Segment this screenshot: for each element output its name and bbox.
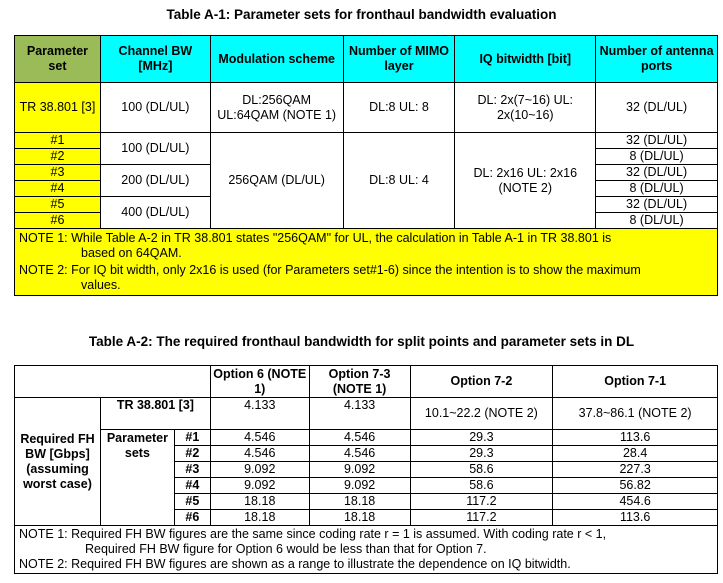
set-label: #5 [15,197,101,213]
table-a1-caption: Table A-1: Parameter sets for fronthaul bandwidth evaluation [166,7,557,22]
corner-cell [15,366,211,398]
note-2: NOTE 2: Required FH BW figures are shown as a range to illustrate the dependence on IQ bitwidth. [19,557,571,571]
cell-value: 58.6 [410,478,553,494]
tr-modulation: DL:256QAM UL:64QAM (NOTE 1) [210,83,343,133]
set-label: #1 [15,133,101,149]
note-1-line-1: NOTE 1: While Table A-2 in TR 38.801 states "256QAM" for UL, the calculation in Table A-1 in TR 38.801 is [19,231,612,245]
header-option-7-3: Option 7-3 (NOTE 1) [309,366,410,398]
tr-set-name: TR 38.801 [3] [15,83,101,133]
tr-value: 10.1~22.2 (NOTE 2) [410,398,553,430]
cell-value: 113.6 [553,510,718,526]
tr-channel-bw: 100 (DL/UL) [100,83,210,133]
cell-value: 4.546 [210,446,309,462]
cell-value: 9.092 [210,478,309,494]
cell-value: 113.6 [553,430,718,446]
cell-value: 18.18 [309,494,410,510]
table-a1-notes [15,229,718,296]
set-ports: 32 (DL/UL) [596,133,718,149]
bw-group: 200 (DL/UL) [100,165,210,197]
set-label: #2 [174,446,210,462]
set-label: #6 [174,510,210,526]
header-mimo: Number of MIMO layer [343,36,455,83]
cell-value: 18.18 [210,510,309,526]
set-label: #5 [174,494,210,510]
cell-value: 4.546 [309,446,410,462]
header-option-7-1: Option 7-1 [553,366,718,398]
set-label: #3 [15,165,101,181]
header-option-7-2: Option 7-2 [410,366,553,398]
note-1-line-2: Required FH BW figure for Option 6 would be less than that for Option 7. [85,542,487,556]
set-ports: 8 (DL/UL) [596,181,718,197]
table-a2-caption: Table A-2: The required fronthaul bandwidth for split points and parameter sets in DL [88,334,635,349]
note-1-line-1: NOTE 1: Required FH BW figures are the same since coding rate r = 1 is assumed. With coding rate r < 1, [19,527,607,541]
cell-value: 29.3 [410,446,553,462]
set-label: #4 [174,478,210,494]
tr-value: 4.133 [309,398,410,430]
header-channel-bw: Channel BW [MHz] [100,36,210,83]
cell-value: 56.82 [553,478,718,494]
cell-value: 9.092 [309,478,410,494]
note-1-line-2: based on 64QAM. [81,246,182,260]
tr-value: 4.133 [210,398,309,430]
cell-value: 117.2 [410,494,553,510]
sets-mimo: DL:8 UL: 4 [343,133,455,229]
set-ports: 32 (DL/UL) [596,197,718,213]
sets-modulation: 256QAM (DL/UL) [210,133,343,229]
cell-value: 117.2 [410,510,553,526]
table-a1 [14,35,718,296]
cell-value: 454.6 [553,494,718,510]
set-label: #1 [174,430,210,446]
tr-label: TR 38.801 [3] [100,398,210,430]
header-iq-bitwidth: IQ bitwidth [bit] [455,36,596,83]
set-ports: 32 (DL/UL) [596,165,718,181]
set-label: #2 [15,149,101,165]
sets-iq: DL: 2x16 UL: 2x16 (NOTE 2) [455,133,596,229]
table-a2 [14,365,718,574]
note-2-line-2: values. [81,278,121,292]
note-2-line-1: NOTE 2: For IQ bit width, only 2x16 is used (for Parameters set#1-6) since the intention is to show the maximum [19,263,641,277]
parameter-sets-label: Parameter sets [100,430,174,526]
cell-value: 29.3 [410,430,553,446]
tr-value: 37.8~86.1 (NOTE 2) [553,398,718,430]
set-label: #4 [15,181,101,197]
bw-group: 400 (DL/UL) [100,197,210,229]
cell-value: 18.18 [210,494,309,510]
cell-value: 28.4 [553,446,718,462]
header-modulation: Modulation scheme [210,36,343,83]
header-parameter-set: Parameter set [15,36,101,83]
table-a2-notes [15,526,718,574]
cell-value: 58.6 [410,462,553,478]
bw-group: 100 (DL/UL) [100,133,210,165]
cell-value: 4.546 [309,430,410,446]
cell-value: 18.18 [309,510,410,526]
tr-iq: DL: 2x(7~16) UL: 2x(10~16) [455,83,596,133]
tr-mimo: DL:8 UL: 8 [343,83,455,133]
set-label: #6 [15,213,101,229]
header-option-6: Option 6 (NOTE 1) [210,366,309,398]
cell-value: 227.3 [553,462,718,478]
cell-value: 4.546 [210,430,309,446]
header-antenna-ports: Number of antenna ports [596,36,718,83]
tr-ports: 32 (DL/UL) [596,83,718,133]
required-fh-bw-label: Required FH BW [Gbps] (assuming worst case) [15,398,101,526]
cell-value: 9.092 [309,462,410,478]
cell-value: 9.092 [210,462,309,478]
set-ports: 8 (DL/UL) [596,149,718,165]
set-ports: 8 (DL/UL) [596,213,718,229]
set-label: #3 [174,462,210,478]
